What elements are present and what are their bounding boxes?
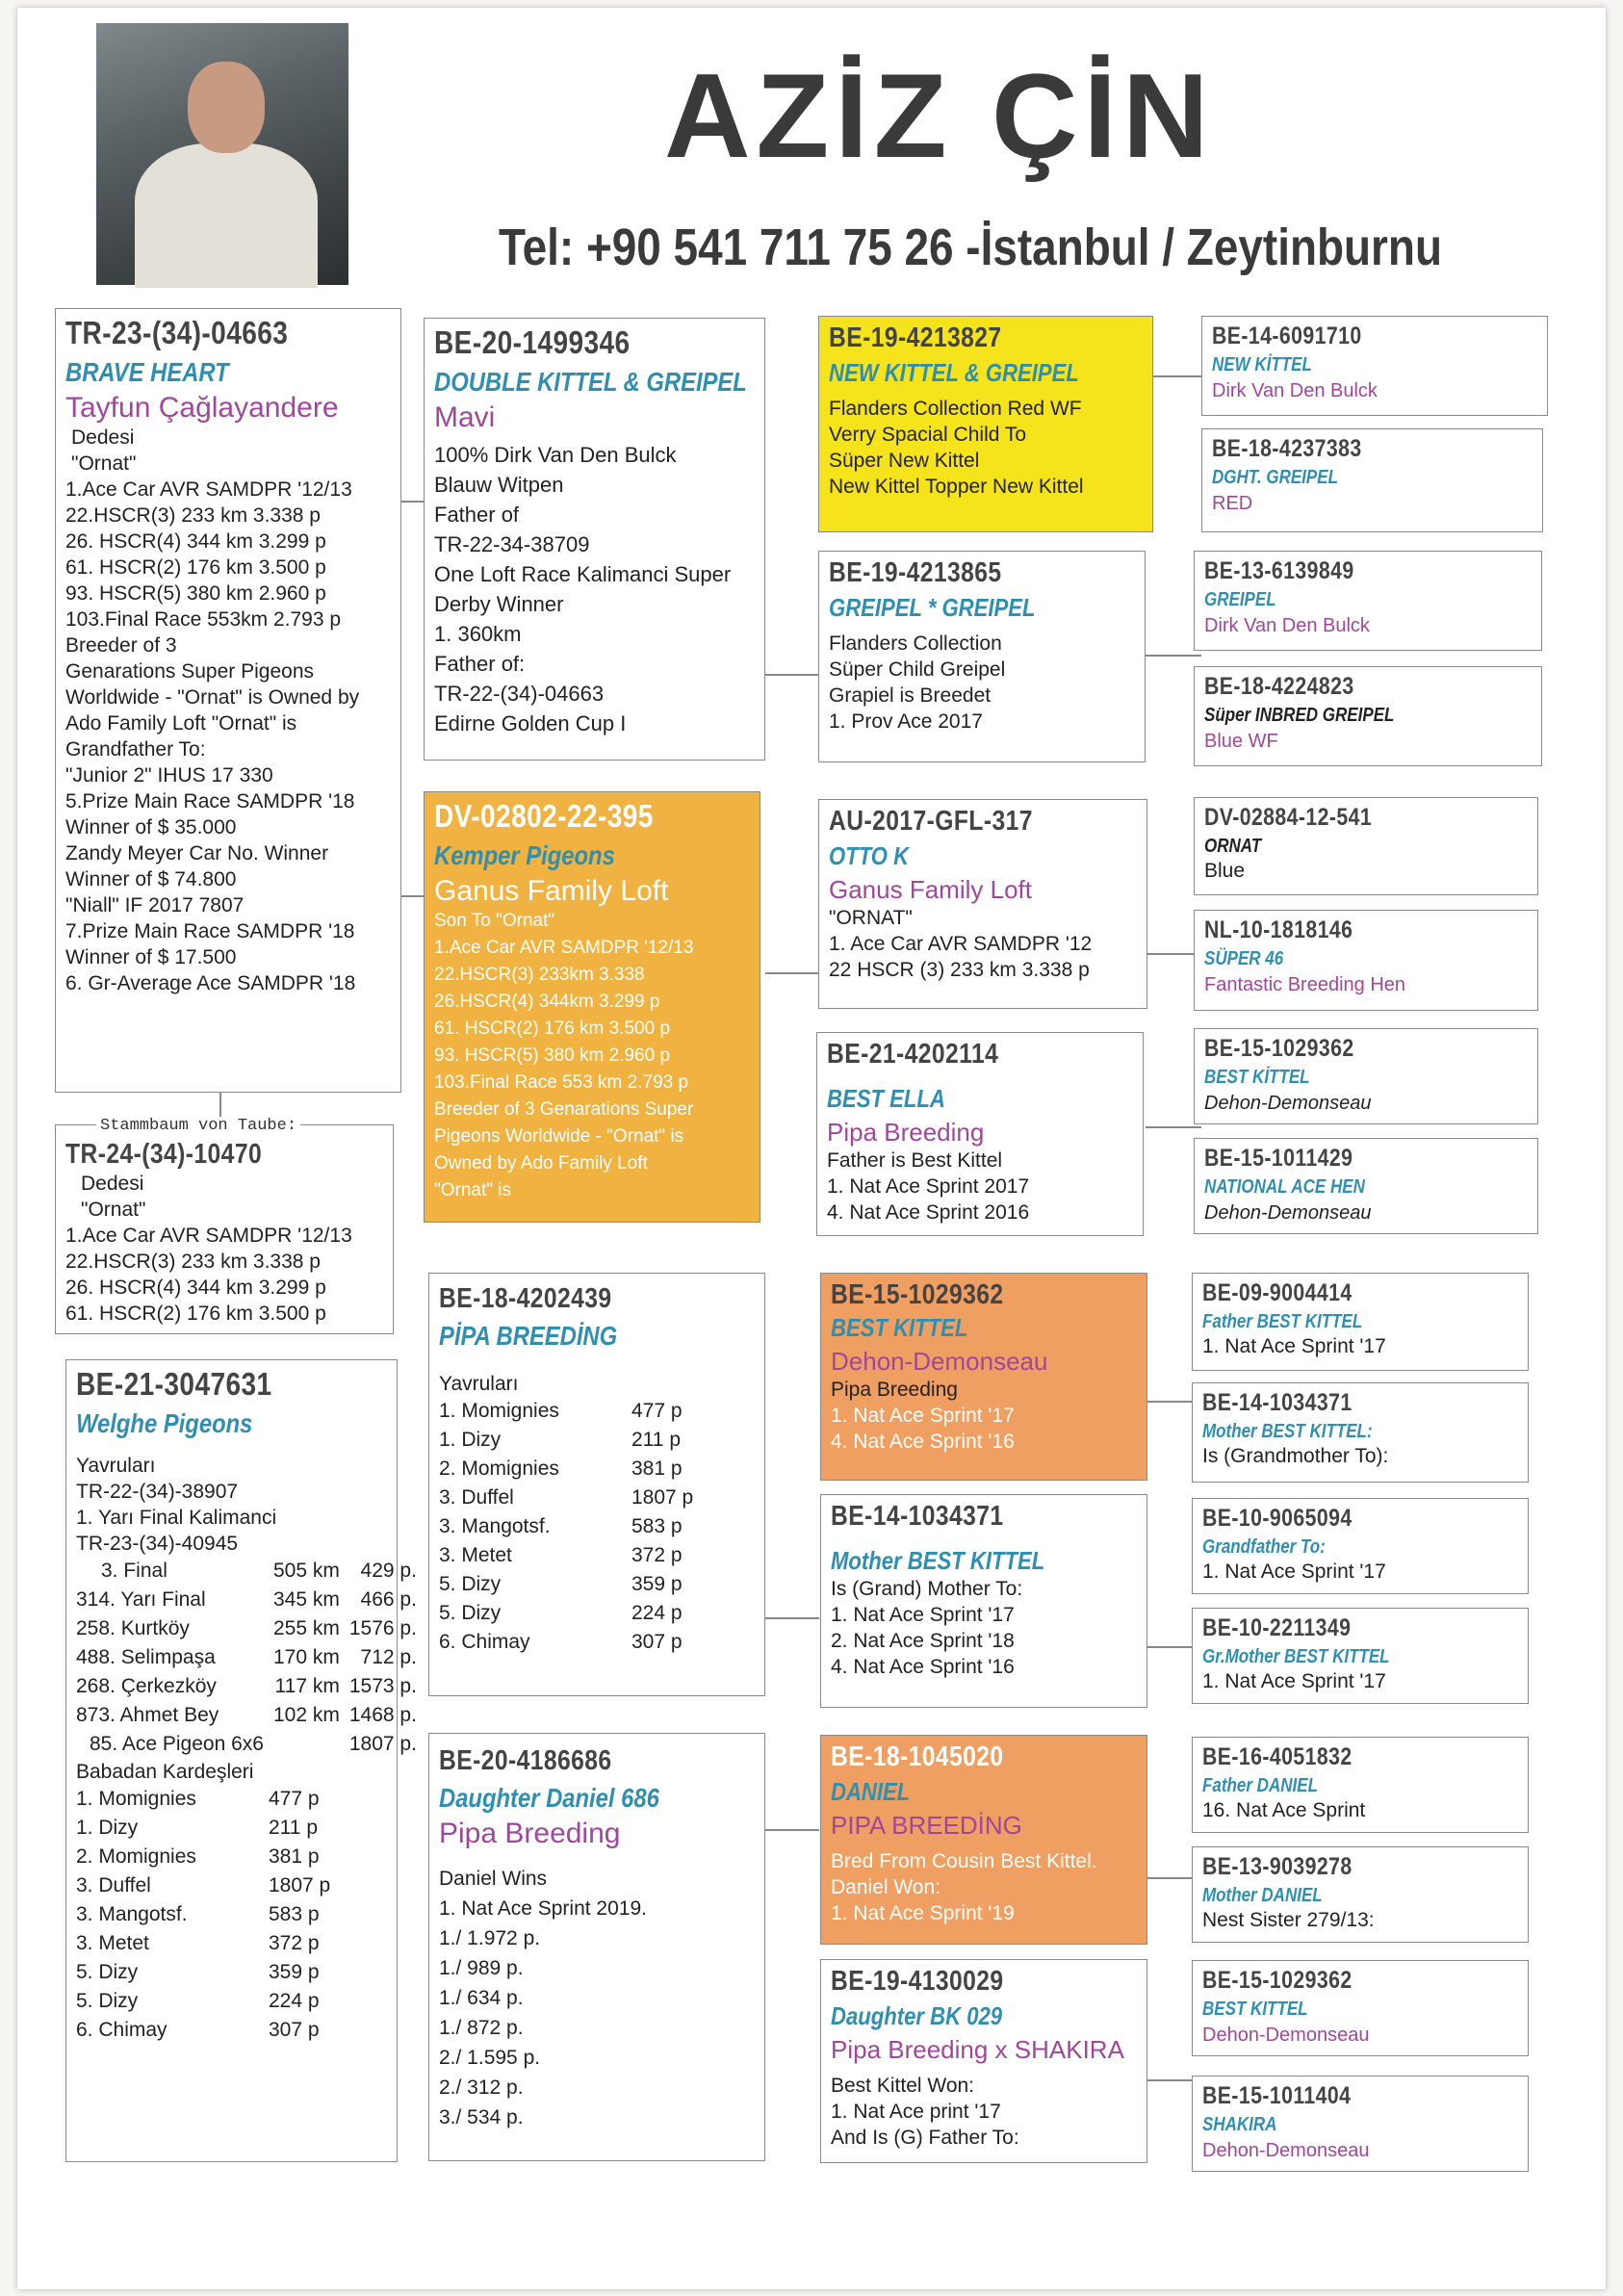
connector — [765, 1617, 819, 1619]
detail-line: Is (Grand) Mother To: — [831, 1578, 1023, 1600]
ring-number: BE-15-1011429 — [1204, 1145, 1353, 1172]
owner-name: Tayfun Çağlayandere — [65, 392, 339, 424]
detail-line: Daniel Wins — [439, 1868, 548, 1890]
detail-line: Is (Grandmother To): — [1202, 1445, 1389, 1467]
owner-photo-body — [135, 143, 318, 288]
ring-number: BE-15-1029362 — [1204, 1035, 1354, 1062]
detail-line: Breeder of 3 Genarations Super — [434, 1099, 694, 1120]
ancestor-card — [1194, 666, 1542, 766]
table-row: 268. Çerkezköy 117 km 1573 p. — [76, 1675, 417, 1697]
owner-name: Pipa Breeding — [439, 1818, 621, 1849]
ancestor-card — [1194, 797, 1538, 895]
table-row: 1. Momignies 477 p — [439, 1400, 683, 1422]
detail-line: 1. Nat Ace Sprint 2019. — [439, 1897, 647, 1920]
detail-line: Winner of $ 17.500 — [65, 946, 237, 968]
pigeon-name: Grandfather To: — [1202, 1536, 1326, 1558]
owner-name: Mavi — [434, 401, 496, 433]
pigeon-name: NEW KITTEL & GREIPEL — [829, 358, 1079, 387]
detail-line: "Ornat" — [81, 1199, 146, 1221]
ancestor-card — [820, 1494, 1147, 1708]
detail-line: Zandy Meyer Car No. Winner — [65, 842, 329, 864]
detail-line: TR-22-(34)-38907 — [76, 1481, 239, 1503]
detail-line: 1. Ace Car AVR SAMDPR '12 — [829, 933, 1093, 955]
table-row: 314. Yarı Final 345 km 466 p. — [76, 1588, 417, 1611]
pigeon-name: NEW KİTTEL — [1212, 354, 1312, 375]
ring-number: BE-19-4213865 — [829, 557, 1002, 588]
detail-line: Worldwide - "Ornat" is Owned by — [65, 686, 360, 709]
pigeon-name: SHAKIRA — [1202, 2114, 1277, 2135]
detail-line: "Junior 2" IHUS 17 330 — [65, 764, 273, 787]
ring-number: AU-2017-GFL-317 — [829, 806, 1033, 837]
detail-line: "Ornat" — [71, 452, 137, 475]
table-row: 85. Ace Pigeon 6x6 1807 p. — [90, 1733, 417, 1755]
ancestor-card — [820, 1273, 1147, 1481]
detail-line: Father of: — [434, 652, 526, 676]
table-row: 5. Dizy 224 p — [76, 1990, 320, 2012]
detail-line: Owned by Ado Family Loft — [434, 1153, 648, 1174]
pigeon-name: Mother BEST KITTEL — [831, 1546, 1045, 1575]
detail-line: 2./ 312 p. — [439, 2077, 524, 2099]
table-row: 3. Duffel 1807 p — [76, 1874, 331, 1896]
pigeon-name: GREIPEL — [1204, 589, 1276, 610]
pigeon-name: OTTO K — [829, 841, 910, 870]
pigeon-name: Kemper Pigeons — [434, 840, 615, 870]
ancestor-card — [1194, 1138, 1538, 1234]
detail-line: Yavruları — [76, 1455, 156, 1477]
dam-card — [65, 1359, 417, 2162]
table-row: 1. Dizy 211 p — [76, 1817, 318, 1839]
ring-number: BE-21-3047631 — [76, 1366, 272, 1402]
owner-name: Dirk Van Den Bulck — [1204, 615, 1370, 636]
detail-line: Best Kittel Won: — [831, 2075, 975, 2097]
ring-number: BE-15-1011404 — [1202, 2082, 1352, 2109]
table-row: 5. Dizy 224 p — [439, 1602, 683, 1624]
ring-number: BE-14-1034371 — [1202, 1389, 1352, 1416]
detail-line: 103.Final Race 553km 2.793 p — [65, 608, 342, 631]
owner-name: Dehon-Demonseau — [1204, 1093, 1372, 1114]
pigeon-name: NATIONAL ACE HEN — [1204, 1176, 1365, 1198]
detail-line: 1. Nat Ace print '17 — [831, 2101, 1001, 2123]
detail-line: Edirne Golden Cup I — [434, 711, 627, 735]
sire-card — [424, 318, 765, 761]
race-results-table — [76, 1557, 417, 1759]
pigeon-name: Father DANIEL — [1202, 1775, 1318, 1796]
table-row: 2. Momignies 381 p — [76, 1845, 320, 1868]
ancestor-card — [1194, 551, 1542, 651]
ancestor-card — [1192, 1960, 1529, 2056]
detail-line: "ORNAT" — [829, 907, 913, 929]
owner-name: Dirk Van Den Bulck — [1212, 380, 1378, 401]
detail-line: Winner of $ 74.800 — [65, 868, 237, 890]
owner-name: Pipa Breeding — [827, 1118, 985, 1147]
connector — [1146, 1126, 1201, 1128]
main-pigeon-card — [55, 308, 401, 1093]
detail-line: 61. HSCR(2) 176 km 3.500 p — [65, 1303, 326, 1325]
ring-number: TR-23-(34)-04663 — [65, 315, 289, 350]
connector — [1146, 655, 1201, 657]
table-row: 873. Ahmet Bey 102 km 1468 p. — [76, 1704, 417, 1726]
ring-number: BE-18-4202439 — [439, 1283, 612, 1314]
pigeon-name: DGHT. GREIPEL — [1212, 467, 1338, 488]
pigeon-name: Süper INBRED GREIPEL — [1204, 705, 1395, 726]
ring-number: DV-02802-22-395 — [434, 798, 654, 834]
ancestor-card — [1194, 910, 1538, 1011]
detail-line: 1. Nat Ace Sprint 2017 — [827, 1175, 1030, 1198]
detail-line: 2. Nat Ace Sprint '18 — [831, 1630, 1015, 1652]
ancestor-card — [1192, 1273, 1529, 1371]
ring-number: BE-15-1029362 — [831, 1279, 1004, 1310]
detail-line: New Kittel Topper New Kittel — [829, 476, 1084, 498]
ring-number: BE-18-4224823 — [1204, 673, 1354, 700]
detail-line: 4. Nat Ace Sprint '16 — [831, 1656, 1015, 1678]
ancestor-card — [818, 551, 1146, 762]
detail-line: 1.Ace Car AVR SAMDPR '12/13 — [65, 478, 352, 501]
detail-line: 6. Gr-Average Ace SAMDPR '18 — [65, 972, 356, 994]
table-row: 3. Duffel 1807 p — [439, 1486, 694, 1509]
pedigree-caption: Stammbaum von Taube: — [96, 1117, 300, 1135]
ring-number: BE-19-4213827 — [829, 322, 1002, 353]
detail-line: Süper Child Greipel — [829, 658, 1006, 681]
ring-number: BE-09-9004414 — [1202, 1279, 1352, 1306]
detail-line: Breeder of 3 — [65, 634, 177, 657]
table-row: 258. Kurtköy 255 km 1576 p. — [76, 1617, 417, 1639]
ring-number: BE-21-4202114 — [827, 1039, 999, 1070]
ancestor-card — [1201, 428, 1543, 532]
detail-line: Father is Best Kittel — [827, 1149, 1003, 1172]
detail-line: 1./ 872 p. — [439, 2017, 524, 2039]
connector — [1146, 375, 1201, 377]
detail-line: 4. Nat Ace Sprint '16 — [831, 1431, 1015, 1453]
owner-name: Blue WF — [1204, 731, 1278, 752]
detail-line: 26. HSCR(4) 344 km 3.299 p — [65, 1277, 326, 1299]
ring-number: BE-20-4186686 — [439, 1745, 612, 1776]
table-row: 5. Dizy 359 p — [76, 1961, 320, 1983]
detail-line: TR-22-34-38709 — [434, 532, 590, 556]
detail-line: 1. Prov Ace 2017 — [829, 710, 983, 733]
owner-name: Dehon-Demonseau — [1202, 2140, 1370, 2161]
table-row: 3. Metet 372 p — [439, 1544, 683, 1566]
detail-line: TR-22-(34)-04663 — [434, 682, 605, 706]
ring-number: BE-18-4237383 — [1212, 435, 1362, 462]
ring-number: BE-19-4130029 — [831, 1966, 1004, 1997]
detail-line: TR-23-(34)-40945 — [76, 1533, 239, 1555]
pigeon-name: BEST KITTEL — [831, 1313, 968, 1342]
detail-line: 1./ 1.972 p. — [439, 1927, 541, 1949]
detail-line: Son To "Ornat" — [434, 911, 555, 931]
pigeon-name: BRAVE HEART — [65, 357, 229, 387]
detail-line: Süper New Kittel — [829, 450, 980, 472]
ancestor-card — [1192, 1737, 1529, 1833]
detail-line: Ado Family Loft "Ornat" is — [65, 712, 297, 735]
ring-number: BE-20-1499346 — [434, 324, 631, 360]
owner-photo-head — [188, 62, 265, 153]
detail-line: 1. Nat Ace Sprint '17 — [1202, 1335, 1386, 1357]
owner-name: PIPA BREEDİNG — [831, 1811, 1022, 1840]
pigeon-name: GREIPEL * GREIPEL — [829, 593, 1036, 622]
ancestor-card — [1192, 1382, 1529, 1483]
connector — [765, 1829, 819, 1831]
ring-number: TR-24-(34)-10470 — [65, 1139, 263, 1170]
ancestor-card — [818, 316, 1153, 532]
detail-line: 100% Dirk Van Den Bulck — [434, 443, 677, 467]
ancestor-card — [816, 1032, 1144, 1236]
ancestor-card — [1194, 1028, 1538, 1124]
detail-line: 1./ 634 p. — [439, 1987, 524, 2009]
pigeon-name: Daughter Daniel 686 — [439, 1783, 659, 1813]
detail-line: 93. HSCR(5) 380 km 2.960 p — [434, 1045, 671, 1066]
ancestor-card — [818, 799, 1147, 1009]
detail-line: Nest Sister 279/13: — [1202, 1909, 1375, 1931]
detail-line: 1. Nat Ace Sprint '17 — [1202, 1670, 1386, 1692]
ring-number: BE-15-1029362 — [1202, 1967, 1352, 1994]
ring-number: BE-13-9039278 — [1202, 1853, 1352, 1880]
detail-line: 1. Nat Ace Sprint '17 — [831, 1405, 1015, 1427]
ring-number: BE-16-4051832 — [1202, 1743, 1352, 1770]
daughter-686-card — [428, 1733, 765, 2161]
offspring-table — [439, 1397, 693, 1657]
owner-name: Fantastic Breeding Hen — [1204, 974, 1406, 995]
connector — [765, 674, 819, 676]
ancestor-card — [820, 1959, 1147, 2163]
ancestor-card — [820, 1735, 1147, 1945]
detail-line: Blauw Witpen — [434, 473, 564, 497]
owner-name: Dehon-Demonseau — [831, 1347, 1048, 1376]
pigeon-name: Mother DANIEL — [1202, 1885, 1323, 1906]
detail-line: And Is (G) Father To: — [831, 2127, 1019, 2149]
detail-line: 22.HSCR(3) 233 km 3.338 p — [65, 1251, 321, 1273]
pigeon-name: Welghe Pigeons — [76, 1408, 253, 1438]
detail-line: 5.Prize Main Race SAMDPR '18 — [65, 790, 355, 813]
table-row: 1. Dizy 211 p — [439, 1429, 681, 1451]
ancestor-card — [1192, 1608, 1529, 1704]
detail-line: 1. Yarı Final Kalimanci — [76, 1507, 277, 1529]
ancestor-card — [1201, 316, 1548, 416]
detail-line: 22.HSCR(3) 233 km 3.338 p — [65, 504, 321, 527]
ring-number: BE-14-1034371 — [831, 1501, 1004, 1532]
owner-name: Pipa Breeding x SHAKIRA — [831, 2035, 1124, 2064]
detail-line: Yavruları — [439, 1373, 519, 1395]
pigeon-name: DOUBLE KITTEL & GREIPEL — [434, 367, 747, 397]
detail-line: "Niall" IF 2017 7807 — [65, 894, 245, 916]
detail-line: 22 HSCR (3) 233 km 3.338 p — [829, 959, 1090, 981]
ancestor-card — [1192, 1846, 1529, 1943]
ring-number: BE-10-2211349 — [1202, 1614, 1352, 1641]
kemper-card — [424, 791, 760, 1223]
detail-line: 4. Nat Ace Sprint 2016 — [827, 1201, 1030, 1224]
detail-line: Grandfather To: — [65, 738, 206, 761]
detail-line: Grapiel is Breedet — [829, 684, 992, 707]
table-row: 1. Momignies 477 p — [76, 1788, 320, 1810]
ring-number: BE-14-6091710 — [1212, 322, 1362, 349]
detail-line: 16. Nat Ace Sprint — [1202, 1799, 1366, 1821]
pigeon-name: SÜPER 46 — [1204, 948, 1284, 969]
pigeon-name: Gr.Mother BEST KITTEL — [1202, 1646, 1390, 1667]
detail-line: 2./ 1.595 p. — [439, 2047, 541, 2069]
detail-line: 3./ 534 p. — [439, 2106, 524, 2128]
detail-line: Genarations Super Pigeons — [65, 660, 314, 683]
table-row: 2. Momignies 381 p — [439, 1458, 683, 1480]
second-pigeon-card — [55, 1124, 394, 1334]
owner-name: Dehon-Demonseau — [1202, 2025, 1370, 2046]
ring-number: NL-10-1818146 — [1204, 916, 1353, 943]
detail-line: 1./ 989 p. — [439, 1957, 524, 1979]
ring-number: BE-10-9065094 — [1202, 1505, 1352, 1532]
pigeon-name: ORNAT — [1204, 836, 1262, 857]
detail-line: 103.Final Race 553 km 2.793 p — [434, 1072, 689, 1093]
pipa-card — [428, 1273, 765, 1696]
detail-line: Pipa Breeding — [831, 1379, 958, 1401]
table-row: 6. Chimay 307 p — [439, 1631, 683, 1653]
detail-line: 93. HSCR(5) 380 km 2.960 p — [65, 582, 326, 605]
detail-line: 61. HSCR(2) 176 km 3.500 p — [65, 556, 326, 579]
detail-line: Flanders Collection — [829, 632, 1002, 655]
owner-name: Ganus Family Loft — [434, 875, 669, 907]
owner-name: Ganus Family Loft — [829, 875, 1032, 904]
detail-line: Father of — [434, 503, 520, 527]
detail-line: 1. Nat Ace Sprint '17 — [831, 1604, 1015, 1626]
detail-line: 1. Nat Ace Sprint '19 — [831, 1902, 1015, 1924]
table-row: 3. Mangotsf. 583 p — [439, 1515, 683, 1537]
pigeon-name: PİPA BREEDİNG — [439, 1321, 618, 1351]
owner-name: RED — [1212, 493, 1253, 514]
ring-number: DV-02884-12-541 — [1204, 804, 1373, 831]
detail-line: Dedesi — [71, 426, 135, 449]
pigeon-name: BEST KİTTEL — [1204, 1067, 1310, 1088]
ancestor-card — [1192, 1498, 1529, 1594]
detail-line: 1.Ace Car AVR SAMDPR '12/13 — [65, 1225, 352, 1247]
detail-line: Winner of $ 35.000 — [65, 816, 237, 838]
pigeon-name: Father BEST KITTEL — [1202, 1311, 1363, 1332]
detail-line: "Ornat" is — [434, 1180, 512, 1200]
detail-line: 1.Ace Car AVR SAMDPR '12/13 — [434, 938, 694, 958]
detail-line: 1. 360km — [434, 622, 522, 646]
detail-line: Babadan Kardeşleri — [76, 1761, 254, 1783]
ring-number: BE-18-1045020 — [831, 1741, 1004, 1772]
detail-line: 7.Prize Main Race SAMDPR '18 — [65, 920, 355, 942]
detail-line: Pigeons Worldwide - "Ornat" is — [434, 1126, 684, 1147]
owner-photo — [96, 23, 348, 285]
table-row: 3. Final 505 km 429 p. — [101, 1560, 417, 1582]
detail-line: Bred From Cousin Best Kittel. — [831, 1850, 1097, 1872]
detail-line: 61. HSCR(2) 176 km 3.500 p — [434, 1019, 671, 1039]
detail-line: Dedesi — [81, 1173, 144, 1195]
siblings-table — [76, 1785, 330, 2045]
detail-line: Flanders Collection Red WF — [829, 398, 1082, 420]
detail-line: Derby Winner — [434, 592, 564, 616]
detail-line: Daniel Won: — [831, 1876, 941, 1898]
detail-line: Verry Spacial Child To — [829, 424, 1027, 446]
pigeon-name: Mother BEST KITTEL: — [1202, 1421, 1373, 1442]
pigeon-name: BEST KITTEL — [1202, 1999, 1308, 2020]
ancestor-card — [1192, 2076, 1529, 2172]
pigeon-name: DANIEL — [831, 1777, 911, 1806]
detail-line: 26.HSCR(4) 344km 3.299 p — [434, 992, 660, 1012]
detail-line: One Loft Race Kalimanci Super — [434, 562, 732, 586]
pigeon-name: Daughter BK 029 — [831, 2001, 1003, 2030]
pigeon-name: BEST ELLA — [827, 1084, 945, 1113]
owner-name: Dehon-Demonseau — [1204, 1202, 1372, 1224]
table-row: 488. Selimpaşa 170 km 712 p. — [76, 1646, 417, 1668]
contact-phone: Tel: +90 541 711 75 26 -İstanbul / Zeytinburnu — [499, 219, 1442, 276]
table-row: 6. Chimay 307 p — [76, 2019, 320, 2041]
table-row: 3. Metet 372 p — [76, 1932, 320, 1954]
detail-line: 22.HSCR(3) 233km 3.338 — [434, 965, 645, 985]
connector — [765, 972, 819, 974]
detail-line: Blue — [1204, 860, 1246, 882]
detail-line: 1. Nat Ace Sprint '17 — [1202, 1561, 1386, 1583]
table-row: 3. Mangotsf. 583 p — [76, 1903, 320, 1925]
table-row: 5. Dizy 359 p — [439, 1573, 683, 1595]
page-title: AZİZ ÇİN — [664, 50, 1215, 183]
ring-number: BE-13-6139849 — [1204, 557, 1354, 584]
detail-line: 26. HSCR(4) 344 km 3.299 p — [65, 530, 326, 553]
